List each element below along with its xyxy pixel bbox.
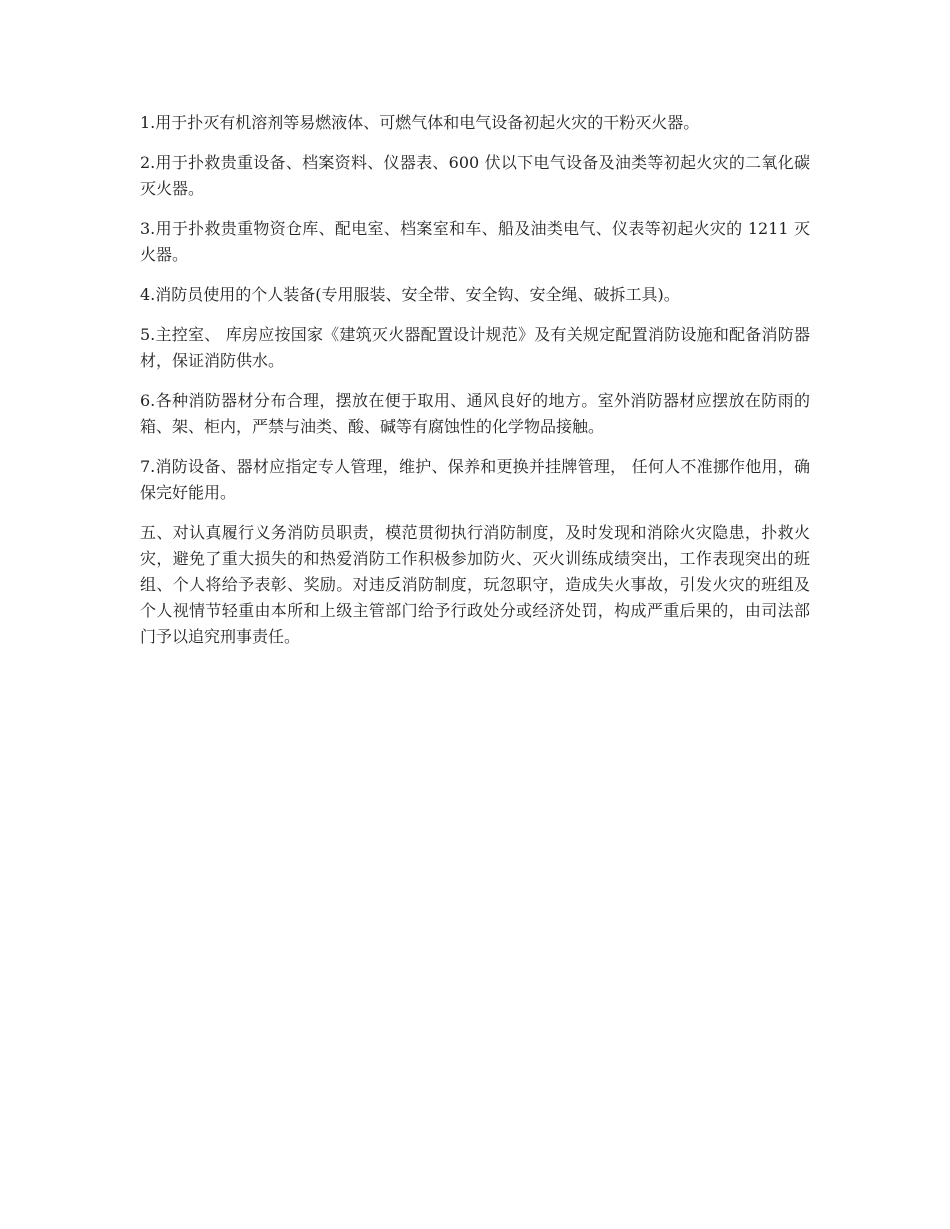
paragraph-item-5: 5.主控室、 库房应按国家《建筑灭火器配置设计规范》及有关规定配置消防设施和配备消防器材，保证消防供水。 (140, 325, 810, 370)
paragraph-item-2: 2.用于扑救贵重设备、档案资料、仪器表、600 伏以下电气设备及油类等初起火灾的二氧化碳灭火器。 (140, 153, 810, 198)
paragraph-item-3: 3.用于扑救贵重物资仓库、配电室、档案室和车、船及油类电气、仪表等初起火灾的 1211 灭火器。 (140, 219, 810, 264)
document-body (140, 110, 810, 664)
paragraph-item-7: 7.消防设备、器材应指定专人管理，维护、保养和更换并挂牌管理， 任何人不准挪作他用，确保完好能用。 (140, 457, 810, 502)
paragraph-item-4: 4.消防员使用的个人装备(专用服装、安全带、安全钩、安全绳、破拆工具)。 (140, 285, 680, 304)
paragraph-section-5: 五、对认真履行义务消防员职责，模范贯彻执行消防制度，及时发现和消除火灾隐患，扑救火灾，避免了重大损失的和热爱消防工作积极参加防火、灭火训练成绩突出，工作表现突出的班组、个人将给予表彰、奖励。对违反消防制度，玩忽职守，造成失火事故，引发火灾的班组及个人视情节轻重由本所和上级主管部门给予行政处分或经济处罚，构成严重后果的，由司法部门予以追究刑事责任。 (140, 523, 810, 646)
paragraph-item-1: 1.用于扑灭有机溶剂等易燃液体、可燃气体和电气设备初起火灾的干粉灭火器。 (140, 113, 700, 132)
paragraph-item-6: 6.各种消防器材分布合理，摆放在便于取用、通风良好的地方。室外消防器材应摆放在防雨的箱、架、柜内，严禁与油类、酸、碱等有腐蚀性的化学物品接触。 (140, 391, 810, 436)
